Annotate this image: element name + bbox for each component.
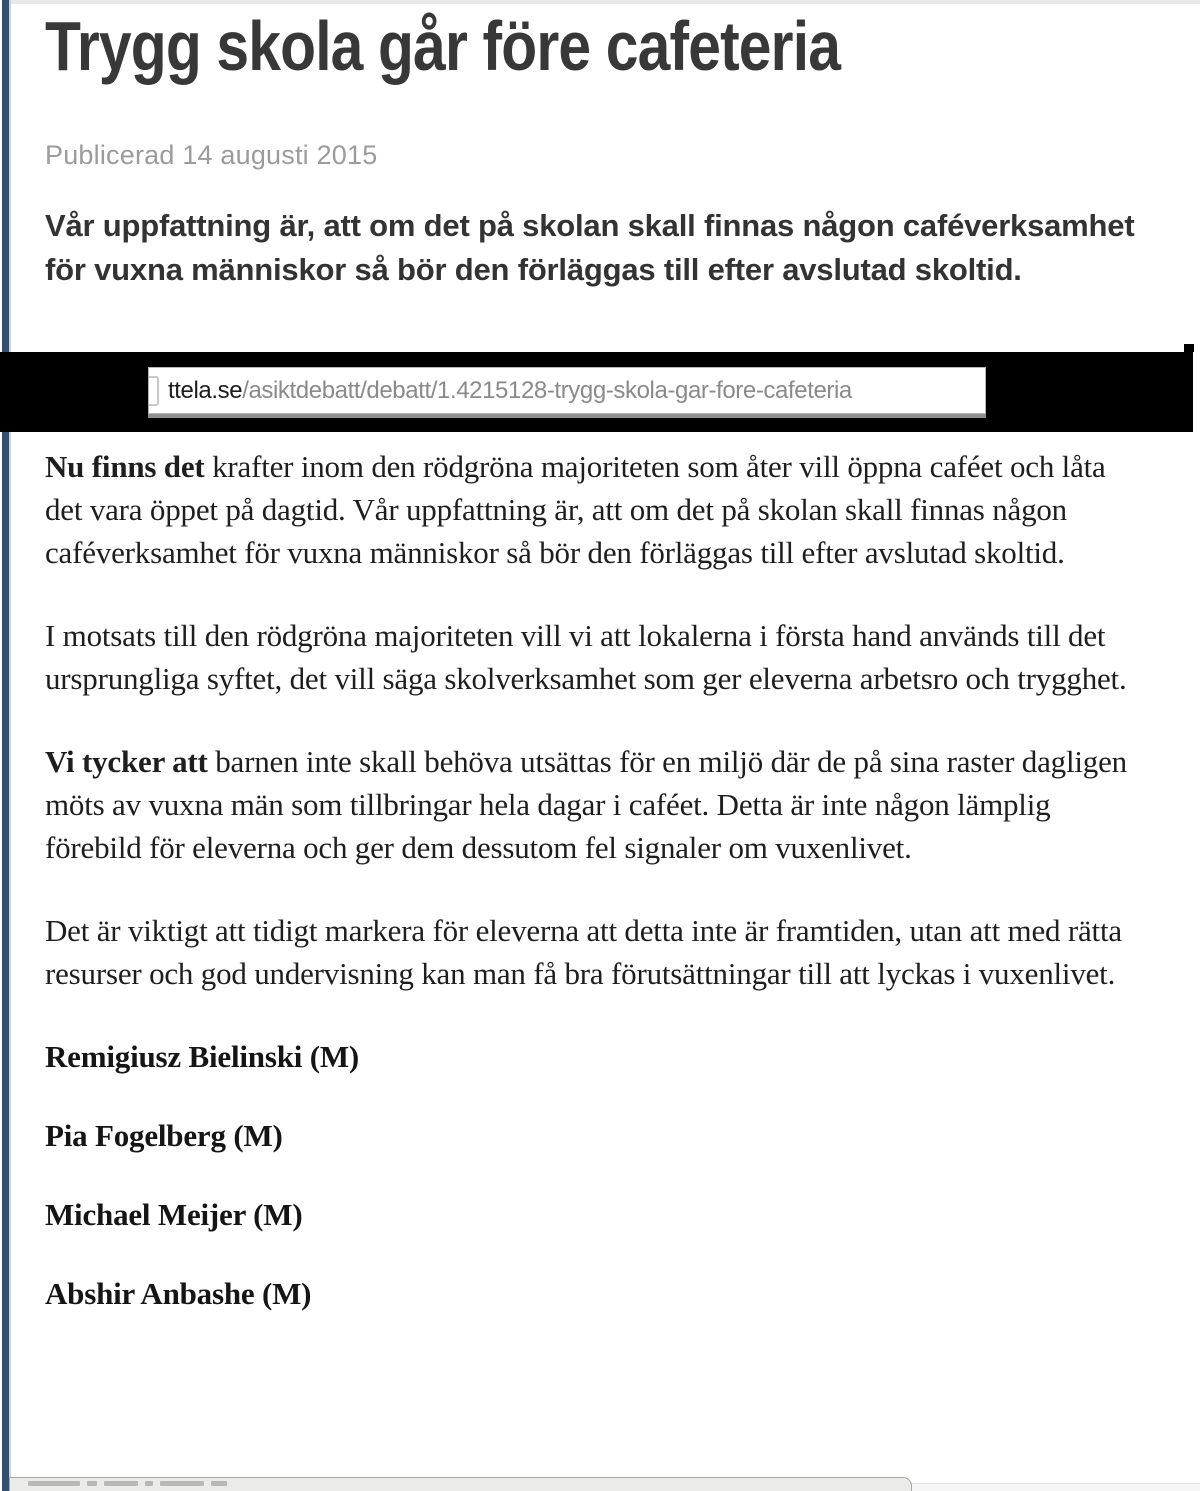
address-bar-strip-notch xyxy=(1184,344,1194,352)
paragraph-text: barnen inte skall behöva utsättas för en miljö där de på sina raster dagligen möts av vuxna män som tillbringar hela dagar i caféet. Detta är inte någon lämplig förebild för eleverna och ger dem dessutom fel signaler om vuxenlivet. xyxy=(45,744,1127,865)
author-name: Pia Fogelberg (M) xyxy=(45,1118,283,1153)
publish-date: Publicerad 14 augusti 2015 xyxy=(45,140,378,170)
paragraph-lead: Vi tycker att xyxy=(45,744,208,779)
page-title xyxy=(45,6,992,87)
page-icon xyxy=(148,376,159,406)
author-name: Michael Meijer (M) xyxy=(45,1197,303,1232)
statusbar-clipped-text xyxy=(211,1481,227,1486)
window-left-border xyxy=(2,0,11,1491)
statusbar-clipped-text xyxy=(87,1481,97,1486)
paragraph-lead: Nu finns det xyxy=(45,449,205,484)
author-name: Abshir Anbashe (M) xyxy=(45,1276,312,1311)
address-bar-strip xyxy=(0,352,1193,432)
statusbar-clipped-text xyxy=(104,1481,138,1486)
bottom-page-edge xyxy=(905,1483,1200,1491)
article-lead: Vår uppfattning är, att om det på skolan skall finnas någon caféverksamhet för vuxna människor så bör den förläggas till efter avslutad skoltid. xyxy=(45,208,1135,287)
paragraph-text: krafter inom den rödgröna majoriteten som åter vill öppna caféet och låta det vara öppet på dagtid. Vår uppfattning är, att om det på skolan skall finnas någon caféverksamhet för vuxna människor så bör den förläggas till efter avslutad skoltid. xyxy=(45,449,1106,570)
author-name: Remigiusz Bielinski (M) xyxy=(45,1039,359,1074)
paragraph xyxy=(45,909,1130,995)
status-bar xyxy=(9,1477,912,1491)
paragraph-text: I motsats till den rödgröna majoriteten vill vi att lokalerna i första hand används till det ursprungliga syftet, det vill säga skolverksamhet som ger eleverna arbetsro och trygghet. xyxy=(45,618,1127,696)
window-top-edge xyxy=(10,0,1200,4)
statusbar-clipped-text xyxy=(160,1481,204,1486)
paragraph xyxy=(45,614,1130,700)
article-body xyxy=(45,445,1130,1351)
statusbar-clipped-text xyxy=(145,1481,153,1486)
address-url-domain: ttela.se xyxy=(168,376,243,404)
paragraph xyxy=(45,445,1130,574)
statusbar-clipped-text xyxy=(28,1481,80,1486)
address-url-path: /asiktdebatt/debatt/1.4215128-trygg-skola-gar-fore-cafeteria xyxy=(242,376,852,404)
address-bar[interactable] xyxy=(148,367,986,414)
page-title-text: Trygg skola går före cafeteria xyxy=(45,7,841,85)
paragraph-text: Det är viktigt att tidigt markera för eleverna att detta inte är framtiden, utan att med rätta resurser och god undervisning kan man få bra förutsättningar till att lyckas i vuxenlivet. xyxy=(45,913,1122,991)
address-url[interactable] xyxy=(168,377,852,405)
paragraph xyxy=(45,740,1130,869)
